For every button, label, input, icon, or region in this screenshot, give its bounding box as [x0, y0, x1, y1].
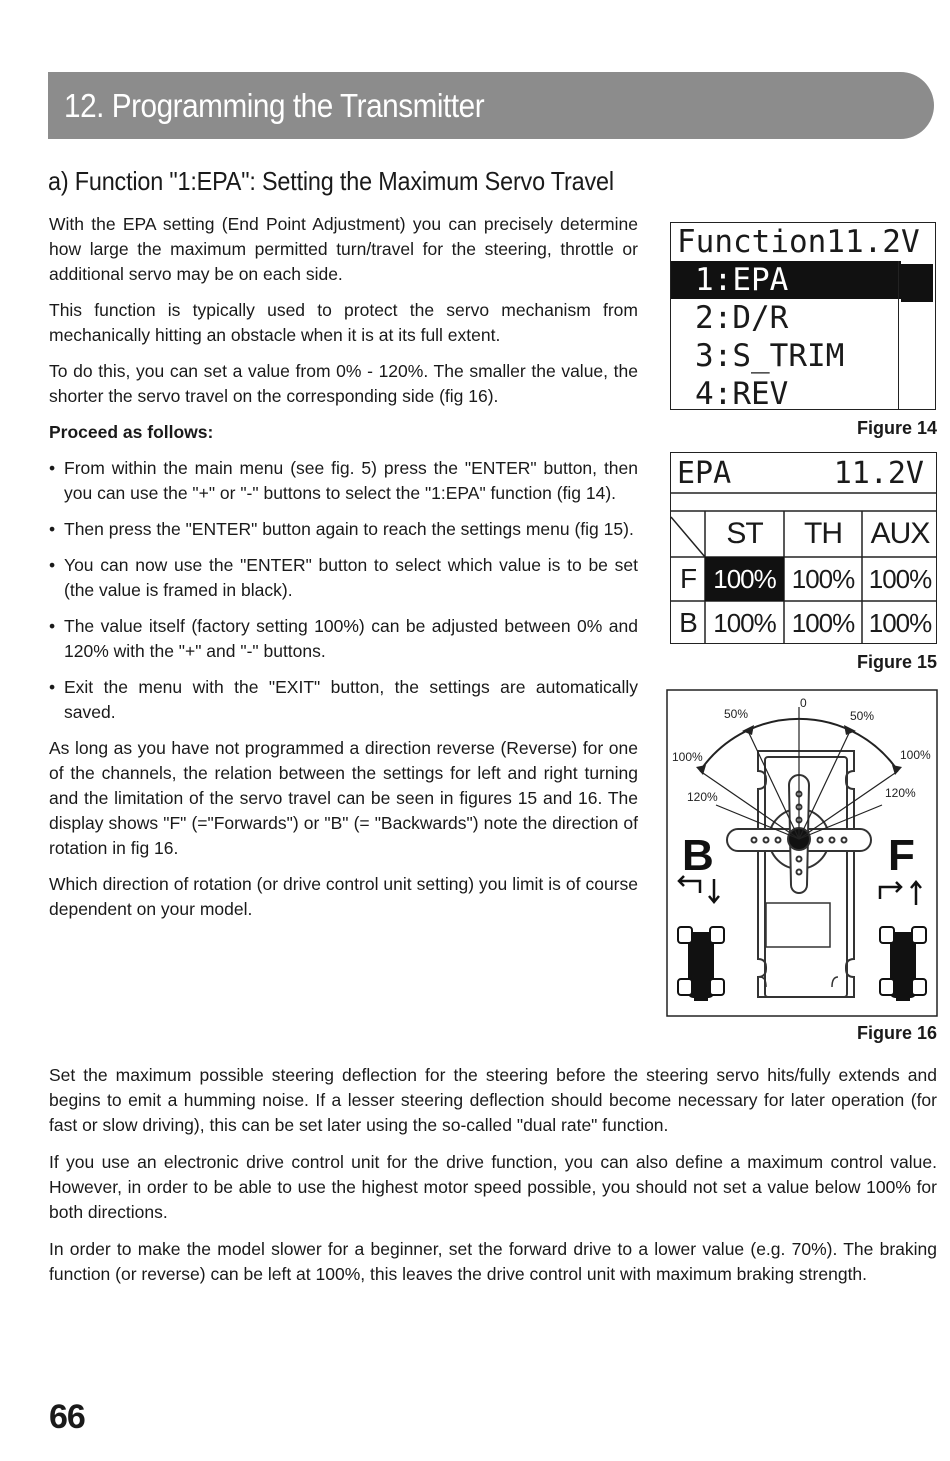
menu-item-label: 1:EPA — [695, 262, 789, 298]
list-item: • From within the main menu (see fig. 5) press the "ENTER" button, then you can use the "+" or "-" buttons to select the "1:EPA" function (fig 14). — [49, 456, 638, 506]
body-paragraph: Set the maximum possible steering deflection for the steering before the steering servo hits/fully extends and begins to emit a humming noise. If a lesser steering deflection should become necessary for later operation (for fast or slow driving), this can be set later using the so-called "dual rate" function. — [49, 1065, 937, 1135]
row-label-b: B — [679, 607, 697, 638]
body-paragraph: Which direction of rotation (or drive control unit setting) you limit is of course dependent on your model. — [49, 874, 638, 919]
body-paragraph: As long as you have not programmed a direction reverse (Reverse) for one of the channels, the relation between the settings for left and right turning and the limitation of the servo travel can be seen in figures 15 and 16. The display shows "F" (="Forwards") or "B" (= "Backwards") note the direction of rotation in fig 16. — [49, 738, 638, 858]
body-paragraph: In order to make the model slower for a beginner, set the forward drive to a lower value (e.g. 70%). The braking function (or reverse) can be left at 100%, this leaves the drive control unit with maximum braking strength. — [49, 1239, 937, 1284]
left-50-label: 50% — [724, 707, 749, 721]
list-item: • You can now use the "ENTER" button to select which value is to be set (the value is framed in black). — [49, 553, 638, 603]
intro-paragraph: This function is typically used to protect the servo mechanism from mechanically hitting an obstacle when it is at its full extent. — [49, 300, 638, 345]
epa-value: 100% — [791, 564, 855, 594]
epa-value: 100% — [713, 608, 776, 638]
section-title: a) Function "1:EPA": Setting the Maximum Servo Travel — [48, 166, 614, 196]
column-header-th: TH — [804, 517, 842, 550]
right-50-label: 50% — [850, 709, 875, 723]
forwards-letter: F — [888, 831, 915, 880]
chapter-header — [48, 72, 934, 139]
epa-value: 100% — [868, 608, 932, 638]
intro-paragraph: With the EPA setting (End Point Adjustment) you can precisely determine how large the maximum permitted turn/travel for the steering, throttle or additional servo may be on each side. — [49, 214, 638, 284]
zero-label: 0 — [800, 696, 807, 710]
steps-list — [49, 456, 638, 725]
epa-value: 100% — [791, 608, 855, 638]
column-header-st: ST — [726, 517, 763, 550]
row-label-f: F — [679, 563, 697, 594]
chapter-title: 12. Programming the Transmitter — [64, 87, 485, 124]
epa-value-selected: 100% — [705, 557, 784, 601]
body-paragraph: If you use an electronic drive control unit for the drive function, you can also define a maximum control value. However, in order to be able to use the highest motor speed possible, you should not set a value below 100% for both directions. — [49, 1152, 937, 1222]
intro-paragraph: To do this, you can set a value from 0% - 120%. The smaller the value, the shorter the servo travel on the corresponding side (fig 16). — [49, 361, 638, 406]
left-column — [49, 212, 638, 933]
page-number: 66 — [49, 1398, 85, 1436]
scrollbar-thumb — [901, 264, 933, 302]
list-item: • Then press the "ENTER" button again to reach the settings menu (fig 15). — [49, 517, 638, 542]
epa-settings-display — [670, 452, 937, 644]
epa-value: 100% — [868, 564, 932, 594]
bottom-text — [49, 1063, 937, 1299]
list-item: • Exit the menu with the "EXIT" button, the settings are automatically saved. — [49, 675, 638, 725]
left-100-label: 100% — [672, 750, 703, 764]
scrollbar — [898, 261, 935, 409]
left-120-label: 120% — [687, 790, 718, 804]
list-item: • The value itself (factory setting 100%) can be adjusted between 0% and 120% with the "+" and "-" buttons. — [49, 614, 638, 664]
right-100-label: 100% — [900, 748, 931, 762]
proceed-label: Proceed as follows: — [49, 422, 214, 442]
figure-caption: Figure 16 — [856, 1023, 937, 1043]
menu-item: 2:D/R — [695, 300, 789, 336]
display-title-left: EPA — [677, 456, 732, 491]
servo-travel-diagram — [666, 689, 938, 1017]
display-voltage: 11.2V — [833, 456, 924, 491]
figure-caption: Figure 15 — [856, 652, 937, 672]
column-header-aux: AUX — [870, 517, 930, 550]
figure-caption: Figure 14 — [856, 418, 937, 438]
backwards-letter: B — [682, 831, 714, 880]
menu-item: 4:REV — [695, 376, 789, 410]
function-menu-display — [670, 222, 936, 410]
right-120-label: 120% — [885, 786, 916, 800]
menu-item: 3:S_TRIM — [695, 338, 845, 374]
display-title: Function11.2V — [677, 224, 920, 260]
menu-item-selected — [671, 261, 901, 299]
